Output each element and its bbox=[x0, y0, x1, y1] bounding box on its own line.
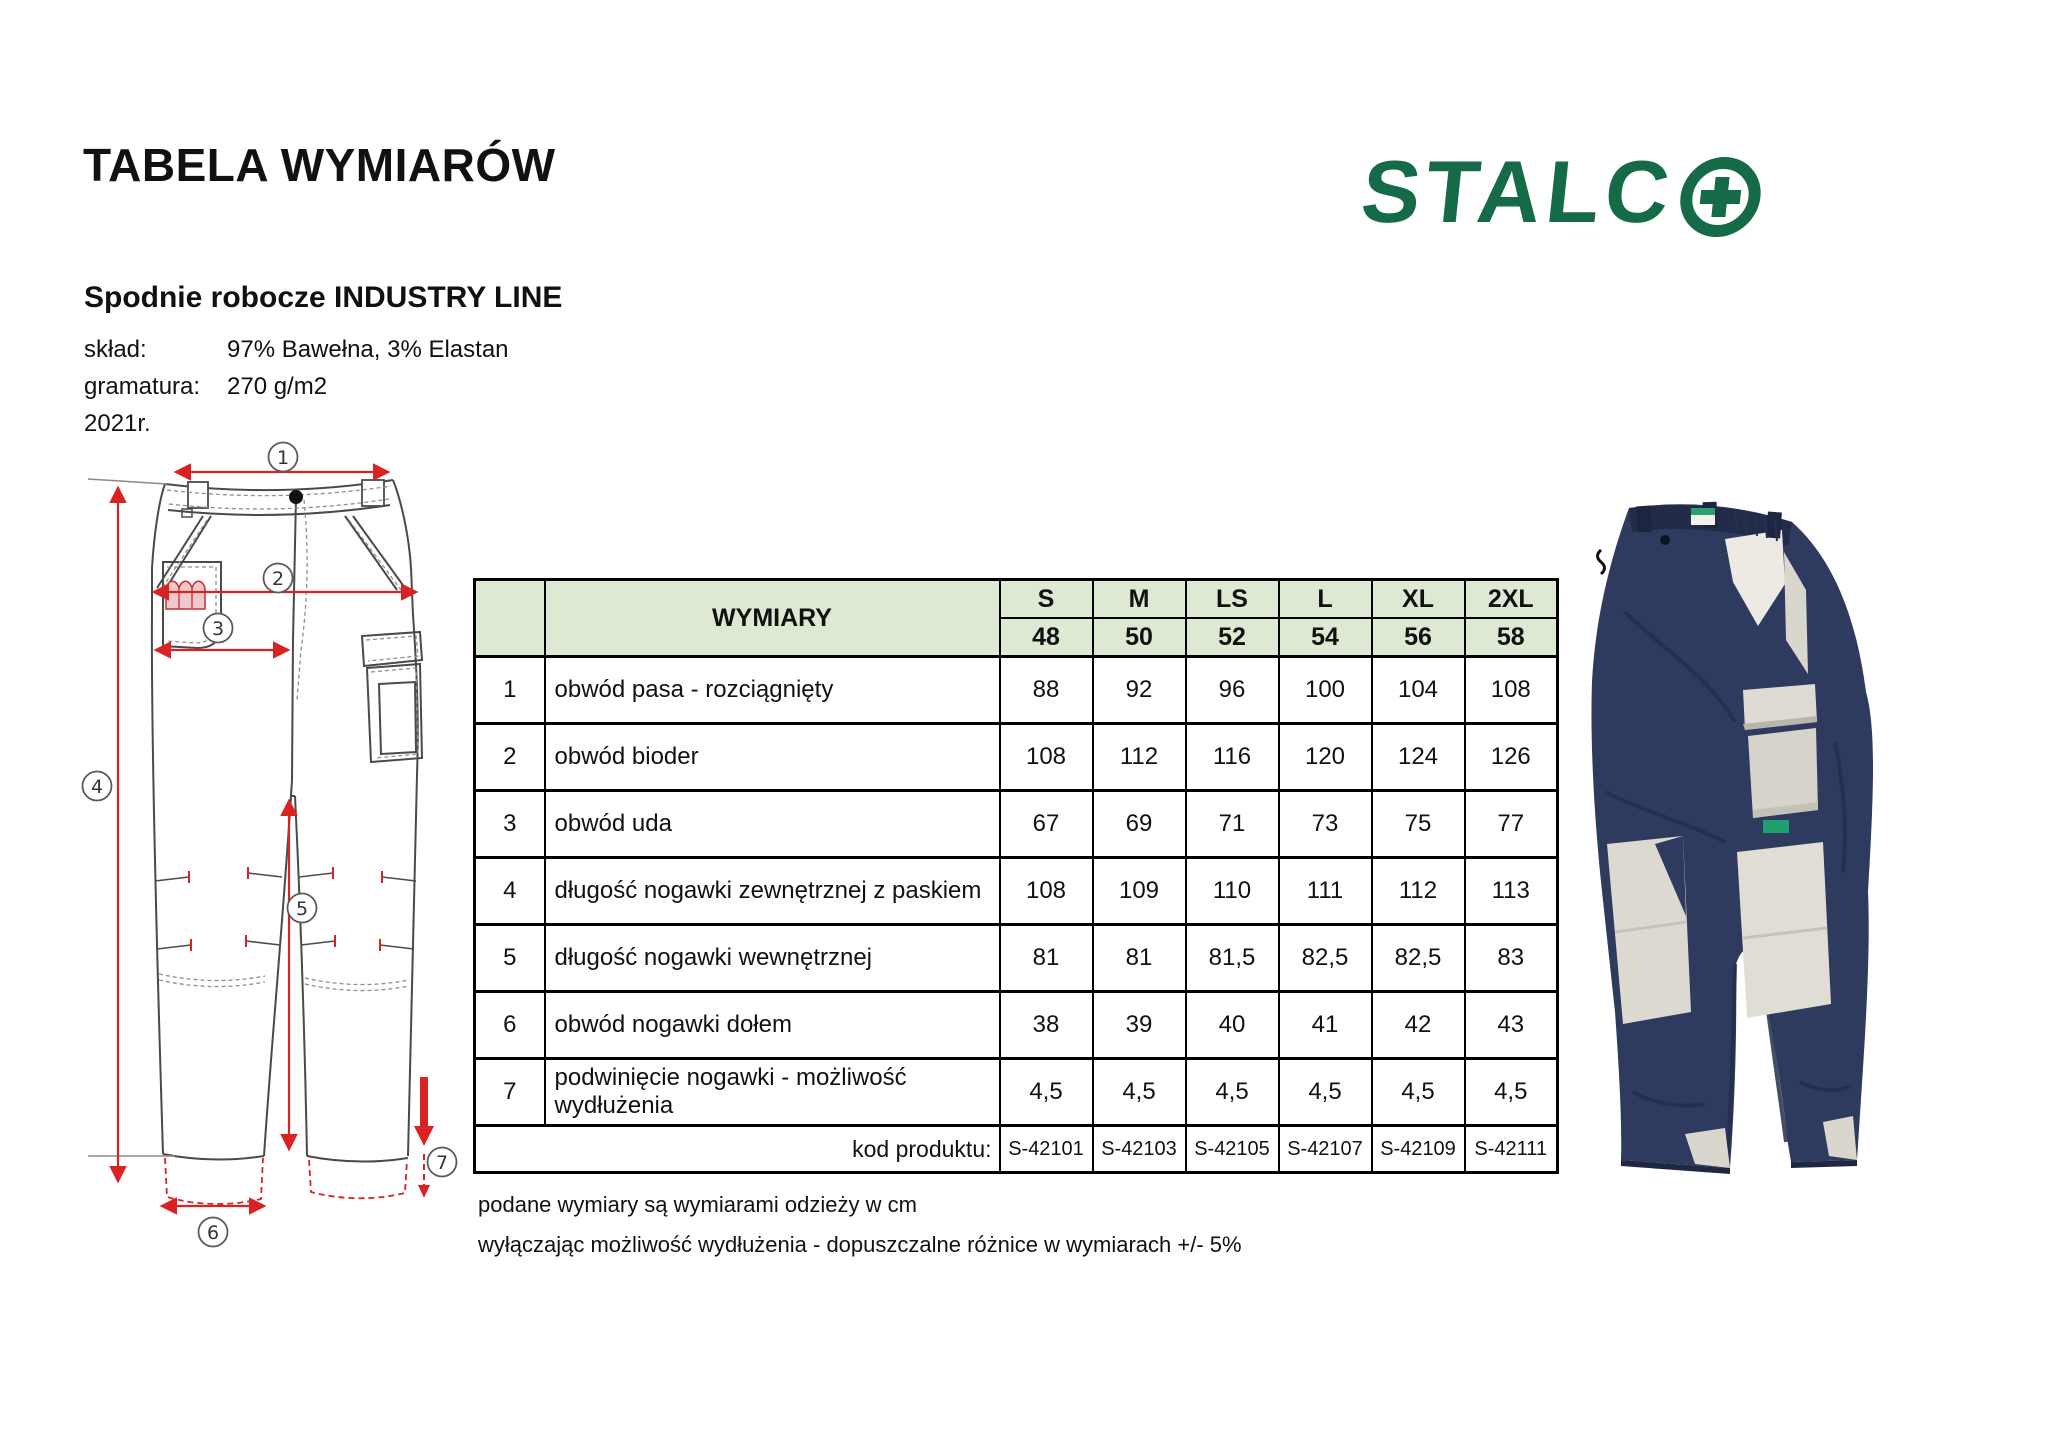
sklad-label: skład: bbox=[84, 336, 147, 363]
row-value: 108 bbox=[1465, 657, 1558, 724]
product-code: S-42111 bbox=[1465, 1126, 1558, 1173]
gramatura-value: 270 g/m2 bbox=[227, 373, 328, 400]
row-value: 4,5 bbox=[1093, 1059, 1186, 1126]
product-code: S-42107 bbox=[1279, 1126, 1372, 1173]
row-value: 88 bbox=[1000, 657, 1093, 724]
gramatura-label: gramatura: bbox=[84, 373, 201, 400]
row-label: obwód pasa - rozciągnięty bbox=[545, 657, 1000, 724]
row-value: 81 bbox=[1093, 925, 1186, 992]
kod-produktu-label: kod produktu: bbox=[475, 1126, 1000, 1173]
row-value: 39 bbox=[1093, 992, 1186, 1059]
row-value: 108 bbox=[1000, 858, 1093, 925]
row-value: 82,5 bbox=[1279, 925, 1372, 992]
note-units: podane wymiary są wymiarami odzieży w cm bbox=[478, 1192, 917, 1217]
svg-text:6: 6 bbox=[206, 1222, 220, 1244]
row-value: 4,5 bbox=[1372, 1059, 1465, 1126]
row-value: 69 bbox=[1093, 791, 1186, 858]
svg-text:7: 7 bbox=[435, 1152, 449, 1174]
row-value: 120 bbox=[1279, 724, 1372, 791]
product-name: Spodnie robocze INDUSTRY LINE bbox=[84, 281, 563, 314]
size-number: 56 bbox=[1372, 618, 1465, 657]
row-value: 126 bbox=[1465, 724, 1558, 791]
waist-button bbox=[289, 490, 303, 504]
row-value: 124 bbox=[1372, 724, 1465, 791]
product-info bbox=[84, 281, 562, 442]
size-letter: S bbox=[1000, 580, 1093, 619]
row-label: podwinięcie nogawki - możliwość wydłużenia bbox=[545, 1059, 1000, 1126]
row-label: obwód bioder bbox=[545, 724, 1000, 791]
measurement-row bbox=[475, 724, 1558, 791]
marker-4 bbox=[83, 772, 112, 801]
row-value: 92 bbox=[1093, 657, 1186, 724]
row-value: 67 bbox=[1000, 791, 1093, 858]
row-value: 81,5 bbox=[1186, 925, 1279, 992]
size-number: 52 bbox=[1186, 618, 1279, 657]
size-letter: LS bbox=[1186, 580, 1279, 619]
row-value: 108 bbox=[1000, 724, 1093, 791]
row-value: 113 bbox=[1465, 858, 1558, 925]
hem-extension-dashed bbox=[165, 1158, 407, 1204]
size-number: 58 bbox=[1465, 618, 1558, 657]
size-header-row bbox=[475, 580, 1558, 619]
product-code: S-42103 bbox=[1093, 1126, 1186, 1173]
product-code: S-42101 bbox=[1000, 1126, 1093, 1173]
marker-5 bbox=[288, 894, 317, 923]
trousers-technical-drawing bbox=[75, 440, 475, 1285]
svg-text:4: 4 bbox=[90, 776, 104, 798]
row-number: 6 bbox=[475, 992, 545, 1059]
row-value: 81 bbox=[1000, 925, 1093, 992]
row-value: 77 bbox=[1465, 791, 1558, 858]
size-letter: XL bbox=[1372, 580, 1465, 619]
row-value: 110 bbox=[1186, 858, 1279, 925]
size-letter: M bbox=[1093, 580, 1186, 619]
product-code: S-42109 bbox=[1372, 1126, 1465, 1173]
stalco-logo bbox=[1356, 142, 1768, 241]
row-value: 4,5 bbox=[1465, 1059, 1558, 1126]
row-value: 83 bbox=[1465, 925, 1558, 992]
svg-text:3: 3 bbox=[211, 618, 225, 640]
row-value: 71 bbox=[1186, 791, 1279, 858]
size-letter: 2XL bbox=[1465, 580, 1558, 619]
row-value: 4,5 bbox=[1000, 1059, 1093, 1126]
product-photo-trousers bbox=[1585, 492, 1935, 1187]
corner-cell bbox=[475, 580, 545, 657]
product-year: 2021r. bbox=[84, 410, 151, 437]
measurement-row bbox=[475, 858, 1558, 925]
row-value: 104 bbox=[1372, 657, 1465, 724]
size-number: 48 bbox=[1000, 618, 1093, 657]
row-number: 1 bbox=[475, 657, 545, 724]
marker-2 bbox=[264, 564, 293, 593]
marker-1 bbox=[269, 443, 298, 472]
measurement-row bbox=[475, 657, 1558, 724]
row-label: obwód uda bbox=[545, 791, 1000, 858]
stalco-logo-text: STALC bbox=[1356, 142, 1680, 241]
row-value: 82,5 bbox=[1372, 925, 1465, 992]
measurement-row bbox=[475, 925, 1558, 992]
row-value: 41 bbox=[1279, 992, 1372, 1059]
row-value: 116 bbox=[1186, 724, 1279, 791]
product-code-row bbox=[475, 1126, 1558, 1173]
row-value: 40 bbox=[1186, 992, 1279, 1059]
pen-holder-band bbox=[166, 581, 205, 609]
row-value: 73 bbox=[1279, 791, 1372, 858]
row-value: 4,5 bbox=[1279, 1059, 1372, 1126]
size-number: 50 bbox=[1093, 618, 1186, 657]
size-table bbox=[473, 578, 1559, 1174]
row-value: 100 bbox=[1279, 657, 1372, 724]
row-number: 4 bbox=[475, 858, 545, 925]
dimension-markers bbox=[83, 443, 457, 1247]
size-letter: L bbox=[1279, 580, 1372, 619]
row-number: 2 bbox=[475, 724, 545, 791]
cargo-pocket bbox=[1743, 684, 1818, 833]
marker-7 bbox=[428, 1148, 457, 1177]
row-value: 75 bbox=[1372, 791, 1465, 858]
marker-6 bbox=[199, 1218, 228, 1247]
row-number: 3 bbox=[475, 791, 545, 858]
row-value: 4,5 bbox=[1186, 1059, 1279, 1126]
product-code: S-42105 bbox=[1186, 1126, 1279, 1173]
svg-text:1: 1 bbox=[276, 447, 290, 469]
circle-plus-icon bbox=[1673, 152, 1768, 238]
row-number: 7 bbox=[475, 1059, 545, 1126]
measurement-row bbox=[475, 791, 1558, 858]
row-value: 112 bbox=[1372, 858, 1465, 925]
row-label: obwód nogawki dołem bbox=[545, 992, 1000, 1059]
row-value: 112 bbox=[1093, 724, 1186, 791]
row-value: 111 bbox=[1279, 858, 1372, 925]
measurement-row bbox=[475, 1059, 1558, 1126]
page-title: TABELA WYMIARÓW bbox=[83, 139, 556, 191]
note-tolerance: wyłączając możliwość wydłużenia - dopuszczalne różnice w wymiarach +/- 5% bbox=[478, 1232, 1242, 1257]
row-value: 42 bbox=[1372, 992, 1465, 1059]
fold-extension-arrow bbox=[414, 1077, 434, 1198]
size-number: 54 bbox=[1279, 618, 1372, 657]
row-label: długość nogawki wewnętrznej bbox=[545, 925, 1000, 992]
row-label: długość nogawki zewnętrznej z paskiem bbox=[545, 858, 1000, 925]
marker-3 bbox=[204, 614, 233, 643]
row-value: 43 bbox=[1465, 992, 1558, 1059]
svg-text:2: 2 bbox=[271, 568, 285, 590]
row-value: 38 bbox=[1000, 992, 1093, 1059]
measurement-row bbox=[475, 992, 1558, 1059]
svg-text:5: 5 bbox=[295, 898, 309, 920]
sklad-value: 97% Bawełna, 3% Elastan bbox=[227, 336, 509, 363]
row-value: 109 bbox=[1093, 858, 1186, 925]
row-number: 5 bbox=[475, 925, 545, 992]
wymiary-header: WYMIARY bbox=[545, 580, 1000, 657]
row-value: 96 bbox=[1186, 657, 1279, 724]
